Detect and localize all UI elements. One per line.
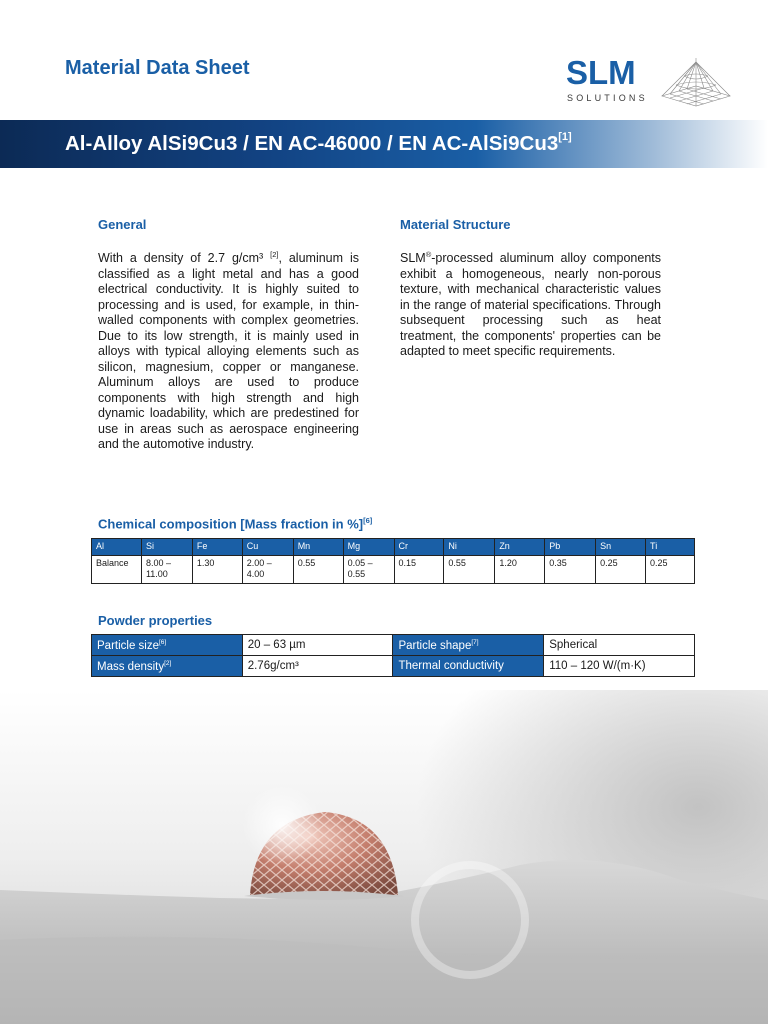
structure-paragraph: [400, 251, 661, 360]
slm-logo: [566, 54, 732, 108]
particle-size-label-text: Particle size: [97, 639, 159, 652]
mass-density-ref: [2]: [164, 659, 172, 667]
value-cell: 0.25: [596, 556, 646, 584]
value-cell: 2.00 – 4.00: [242, 556, 293, 584]
material-title: [65, 132, 572, 156]
element-cell: Mn: [293, 539, 343, 556]
mass-fraction-row: [92, 556, 695, 584]
value-cell: 0.25: [646, 556, 695, 584]
powder-properties-table: [91, 634, 695, 677]
structure-text-part-1: SLM: [400, 251, 426, 265]
document-title: Material Data Sheet: [65, 57, 250, 79]
structure-text-part-2: -processed aluminum alloy components exhibit a homogeneous, nearly non-porous texture, with mechanical characteristic values in the range of material specifications. Through subsequent processing such as heat treatment, the components' properties can be adapted to meet specific requirements.: [400, 251, 661, 358]
mass-density-label-text: Mass density: [97, 660, 165, 673]
general-text-part-2: , aluminum is classified as a light metal and has a good electrical conductivity. It is highly suited to processing and is used, for example, in thin-walled components with complex geometries. Due to its low strength, it is mainly used in alloys with typical alloying elements such as silicon, magnesium, copper or manganese. Aluminum alloys are used to produce components with high strength and high dynamic loadability, which are predestined for use in areas such as aerospace engineering and the automotive industry.: [98, 251, 359, 451]
element-cell: Mg: [343, 539, 394, 556]
particle-size-value: 20 – 63 µm: [242, 635, 393, 656]
value-cell: 1.30: [192, 556, 242, 584]
element-cell: Si: [141, 539, 192, 556]
chemical-heading-text: Chemical composition [Mass fraction in %]: [98, 516, 364, 532]
value-cell: 0.05 – 0.55: [343, 556, 394, 584]
element-cell: Zn: [495, 539, 545, 556]
chemical-composition-table: [91, 538, 695, 584]
general-heading: General: [98, 217, 147, 232]
value-cell: 1.20: [495, 556, 545, 584]
element-cell: Al: [92, 539, 142, 556]
particle-size-label: [92, 635, 243, 656]
element-cell: Fe: [192, 539, 242, 556]
thermal-conductivity-value: 110 – 120 W/(m·K): [544, 656, 695, 677]
particle-shape-ref: [7]: [471, 638, 479, 646]
registered-mark: ®: [425, 249, 432, 259]
element-cell: Cu: [242, 539, 293, 556]
value-cell: 0.55: [444, 556, 495, 584]
lattice-dome-photo: [0, 690, 768, 1024]
chemical-ref: [6]: [363, 516, 373, 525]
value-cell: 0.15: [394, 556, 444, 584]
structure-heading: Material Structure: [400, 217, 511, 232]
element-cell: Pb: [545, 539, 596, 556]
powder-row: [92, 656, 695, 677]
mass-density-value: 2.76g/cm³: [242, 656, 393, 677]
particle-shape-label-text: Particle shape: [398, 639, 472, 652]
material-ref: [1]: [558, 131, 572, 143]
title-banner: [0, 120, 768, 168]
element-cell: Ti: [646, 539, 695, 556]
mass-density-label: [92, 656, 243, 677]
value-cell: 0.55: [293, 556, 343, 584]
element-cell: Ni: [444, 539, 495, 556]
powder-row: [92, 635, 695, 656]
thermal-conductivity-label: Thermal conductivity: [393, 656, 544, 677]
material-name: Al-Alloy AlSi9Cu3 / EN AC-46000 / EN AC-AlSi9Cu3: [65, 132, 559, 155]
value-cell: 8.00 – 11.00: [141, 556, 192, 584]
value-cell: Balance: [92, 556, 142, 584]
element-cell: Sn: [596, 539, 646, 556]
powder-heading: Powder properties: [98, 613, 213, 628]
wireframe-mesh-icon: [660, 58, 732, 108]
particle-shape-value: Spherical: [544, 635, 695, 656]
element-cell: Cr: [394, 539, 444, 556]
element-header-row: [92, 539, 695, 556]
general-paragraph: [98, 251, 359, 453]
logo-wordmark: SLM: [566, 54, 636, 91]
logo-subtitle: SOLUTIONS: [567, 93, 648, 103]
chemical-heading: [98, 516, 372, 531]
particle-shape-label: [393, 635, 544, 656]
particle-size-ref: [6]: [159, 638, 167, 646]
general-text-part-1: With a density of 2.7 g/cm³: [98, 251, 271, 265]
general-ref: [2]: [270, 249, 279, 259]
value-cell: 0.35: [545, 556, 596, 584]
